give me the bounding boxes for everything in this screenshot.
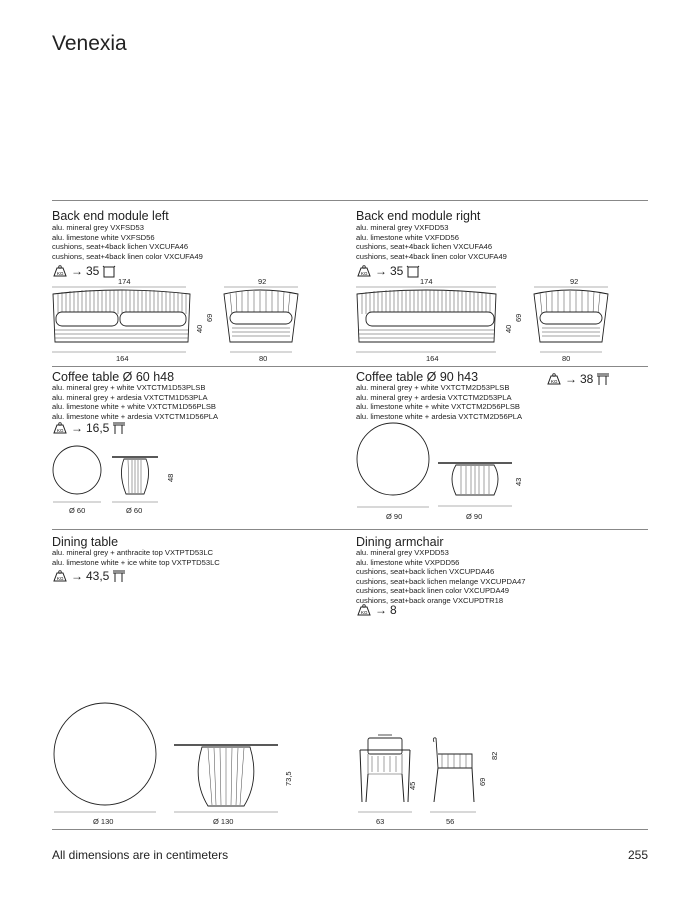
dim-height: 73,5 <box>284 771 293 786</box>
divider <box>52 200 648 201</box>
coffee90-top-drawing <box>356 422 436 510</box>
dim-bottom-depth: 80 <box>562 354 571 363</box>
arrow-right-icon: → <box>71 421 83 435</box>
dim-height: 48 <box>166 473 175 482</box>
kg-weight-icon <box>356 265 372 277</box>
svg-text:KG: KG <box>57 271 64 276</box>
bem-right-weight <box>356 264 420 278</box>
stack-square-icon <box>406 265 420 278</box>
spec-line: alu. mineral grey + anthracite top VXTPTD53LC <box>52 548 214 557</box>
weight-value: 35 <box>86 264 100 278</box>
spec-line: alu. mineral grey + ardesia VXTCTM1D53PLA <box>52 392 208 402</box>
bem-left-weight <box>52 264 116 278</box>
dim-width: 63 <box>376 817 385 826</box>
dining-table-side-drawing <box>172 740 282 818</box>
dim-depth: 92 <box>258 277 267 286</box>
weight-value: 38 <box>580 372 594 386</box>
spec-line: cushions, seat+back linen color VXCUPDA49 <box>356 586 510 595</box>
kg-weight-icon <box>52 265 68 277</box>
bem-right-specs <box>356 223 507 261</box>
dining-table-specs <box>52 548 220 567</box>
spec-line: cushions, seat+4back linen color VXCUFA49 <box>52 251 203 261</box>
spec-line: alu. mineral grey + ardesia VXTCTM2D53PLA <box>356 392 512 402</box>
arrow-right-icon: → <box>71 264 83 278</box>
footer-note: All dimensions are in centimeters <box>52 848 229 862</box>
spec-line: alu. limestone white + white VXTCTM2D56PLSB <box>356 402 520 411</box>
spec-line: alu. limestone white VXFDD56 <box>356 232 459 242</box>
dim-top-width: 174 <box>118 277 131 286</box>
dim-diameter-top: Ø 90 <box>386 512 403 521</box>
weight-value: 43,5 <box>86 569 110 583</box>
spec-line: alu. mineral grey VXPDD53 <box>356 548 449 557</box>
coffee60-weight <box>52 421 126 435</box>
spec-line: alu. mineral grey VXFDD53 <box>356 223 449 232</box>
spec-line: alu. mineral grey + white VXTCTM1D53PLSB <box>52 383 206 392</box>
spec-line: alu. mineral grey VXFSD53 <box>52 223 145 232</box>
weight-value: 16,5 <box>86 421 110 435</box>
arrow-right-icon: → <box>375 264 387 278</box>
bem-left-side-drawing <box>222 284 302 364</box>
bem-left-specs <box>52 223 203 261</box>
dim-diameter-side: Ø 90 <box>466 512 483 521</box>
stack-table-icon <box>112 570 126 583</box>
coffee90-specs <box>356 383 522 421</box>
stack-table-icon <box>596 373 610 386</box>
bem-right-side-drawing <box>532 284 612 364</box>
spec-line: cushions, seat+back lichen VXCUPDA46 <box>356 567 495 576</box>
armchair-front-drawing <box>356 734 416 816</box>
spec-line: cushions, seat+4back linen color VXCUFA49 <box>356 251 507 261</box>
dim-height: 69 <box>205 313 214 322</box>
dim-arm-height: 69 <box>478 777 487 786</box>
dim-bottom-depth: 80 <box>259 354 268 363</box>
weight-value: 35 <box>390 264 404 278</box>
dim-depth: 56 <box>446 817 455 826</box>
kg-weight-icon <box>52 422 68 434</box>
svg-text:KG: KG <box>361 610 368 615</box>
page-title: Venexia <box>52 32 127 55</box>
arrow-right-icon: → <box>71 569 83 583</box>
dim-bottom-width: 164 <box>426 354 439 363</box>
dining-armchair-weight <box>356 603 397 617</box>
kg-weight-icon <box>546 373 562 385</box>
dim-bottom-width: 164 <box>116 354 129 363</box>
svg-text:KG: KG <box>551 379 558 384</box>
dining-table-top-drawing <box>52 702 162 816</box>
divider <box>52 366 648 367</box>
spec-line: cushions, seat+back lichen melange VXCUPDA47 <box>356 576 526 586</box>
spec-line: cushions, seat+4back lichen VXCUFA46 <box>356 242 493 251</box>
dim-seat-height: 40 <box>504 324 513 333</box>
dim-diameter-top: Ø 130 <box>93 817 114 826</box>
dim-height: 82 <box>490 751 499 760</box>
dim-seat-height: 40 <box>195 324 204 333</box>
coffee60-specs <box>52 383 218 421</box>
dim-depth: 92 <box>570 277 579 286</box>
dining-table-title: Dining table <box>52 535 119 549</box>
coffee90-weight <box>546 372 610 386</box>
dim-diameter-top: Ø 60 <box>69 506 86 515</box>
coffee90-side-drawing <box>436 460 516 508</box>
dining-table-weight <box>52 569 126 583</box>
spec-line: alu. mineral grey + white VXTCTM2D53PLSB <box>356 383 510 392</box>
svg-text:KG: KG <box>57 576 64 581</box>
coffee90-title: Coffee table Ø 90 h43 <box>356 370 479 384</box>
svg-text:KG: KG <box>361 271 368 276</box>
spec-line: alu. limestone white VXPDD56 <box>356 557 460 567</box>
bem-right-title: Back end module right <box>356 209 481 223</box>
svg-text:KG: KG <box>57 428 64 433</box>
dim-height: 69 <box>514 313 523 322</box>
dim-seat-height: 45 <box>408 781 417 790</box>
dining-armchair-title: Dining armchair <box>356 535 444 549</box>
kg-weight-icon <box>356 604 372 616</box>
weight-value: 8 <box>390 603 397 617</box>
dim-height: 43 <box>514 477 523 486</box>
page-number: 255 <box>627 848 648 862</box>
kg-weight-icon <box>52 570 68 582</box>
spec-line: alu. limestone white + ardesia VXTCTM1D56PLA <box>52 411 219 421</box>
spec-line: cushions, seat+back orange VXCUPDTR18 <box>356 595 504 605</box>
arrow-right-icon: → <box>375 603 387 617</box>
spec-line: alu. limestone white + ardesia VXTCTM2D56PLA <box>356 411 523 421</box>
dim-diameter-side: Ø 130 <box>213 817 234 826</box>
arrow-right-icon: → <box>565 372 577 386</box>
divider <box>52 829 648 830</box>
dim-diameter-side: Ø 60 <box>126 506 143 515</box>
armchair-side-drawing <box>428 736 478 816</box>
spec-line: alu. limestone white VXFSD56 <box>52 232 155 242</box>
stack-square-icon <box>102 265 116 278</box>
dim-top-width: 174 <box>420 277 433 286</box>
spec-line: alu. limestone white + ice white top VXTPTD53LC <box>52 557 220 567</box>
dining-armchair-specs <box>356 548 525 605</box>
spec-line: alu. limestone white + white VXTCTM1D56PLSB <box>52 402 216 411</box>
divider <box>52 529 648 530</box>
stack-table-icon <box>112 422 126 435</box>
coffee60-side-drawing <box>110 454 170 506</box>
bem-left-title: Back end module left <box>52 209 169 223</box>
bem-right-front-drawing <box>356 284 526 364</box>
spec-line: cushions, seat+4back lichen VXCUFA46 <box>52 242 189 251</box>
coffee60-title: Coffee table Ø 60 h48 <box>52 370 175 384</box>
